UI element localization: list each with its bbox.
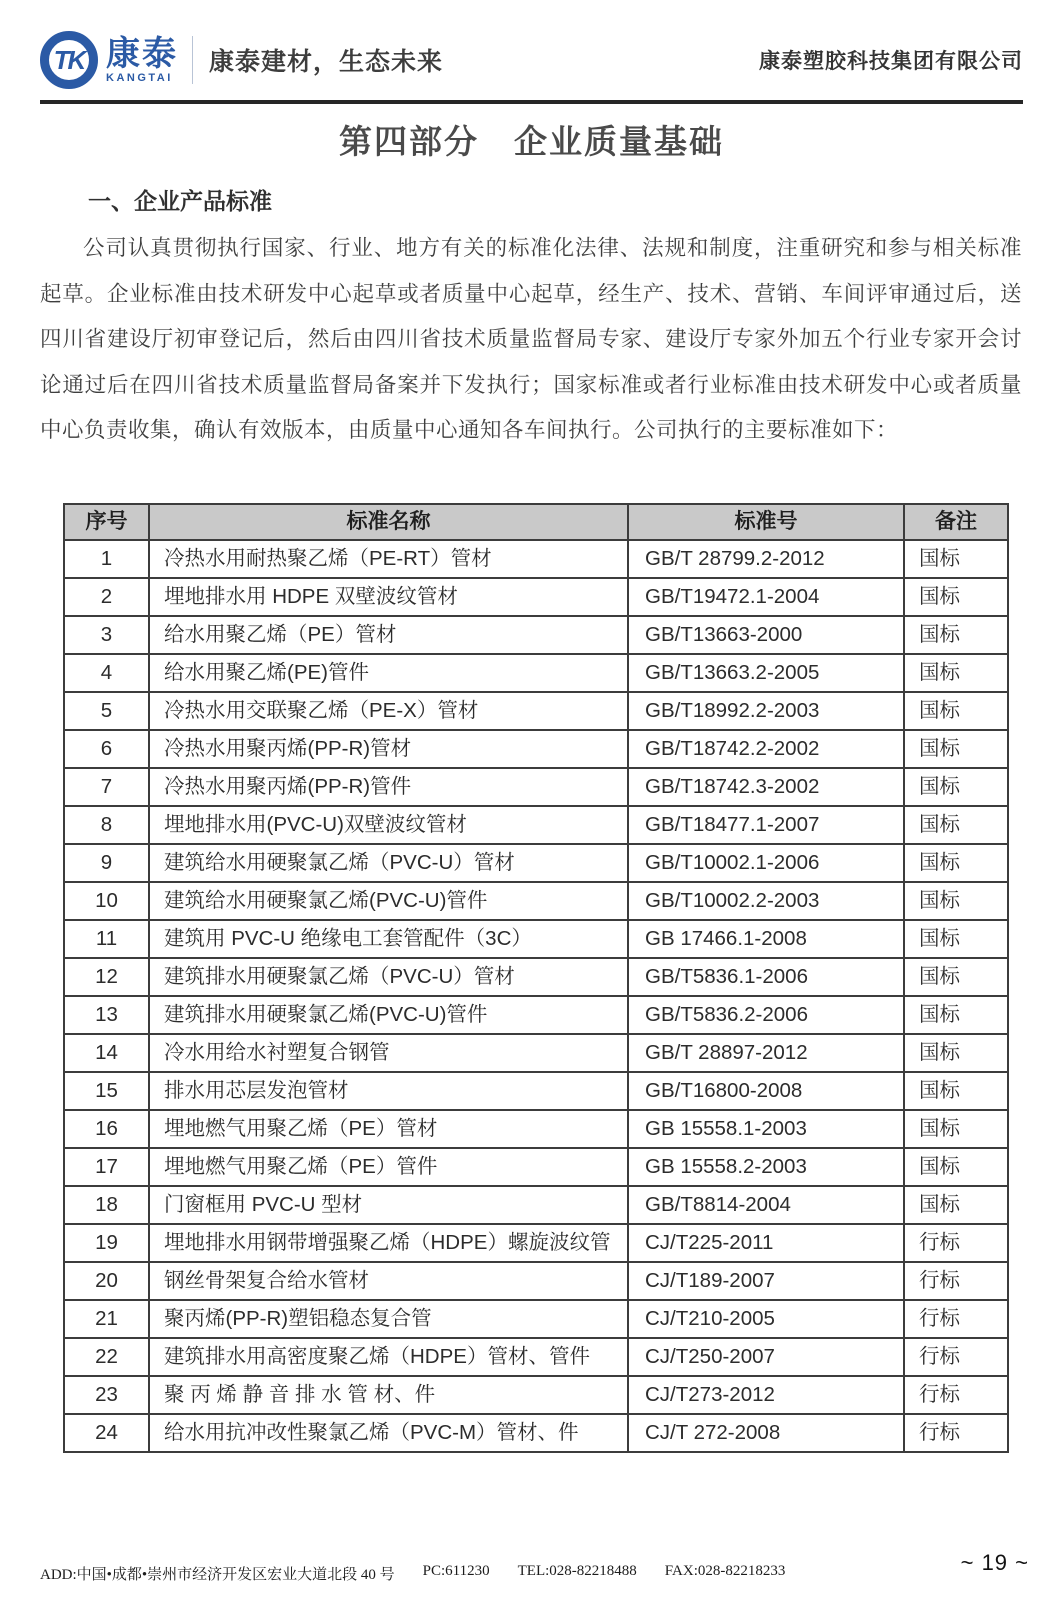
row-number: 5 [64, 692, 149, 730]
table-row [64, 920, 1008, 958]
row-number: 2 [64, 578, 149, 616]
standard-code: GB/T18992.2-2003 [628, 692, 904, 730]
table-row [64, 1072, 1008, 1110]
standard-name: 建筑给水用硬聚氯乙烯(PVC-U)管件 [149, 882, 628, 920]
row-number: 20 [64, 1262, 149, 1300]
row-number: 4 [64, 654, 149, 692]
standard-code: GB/T18742.3-2002 [628, 768, 904, 806]
table-header-row [64, 504, 1008, 540]
standard-note: 国标 [904, 920, 1008, 958]
table-body [64, 540, 1008, 1452]
standard-code: GB/T10002.2-2003 [628, 882, 904, 920]
standard-code: GB/T 28799.2-2012 [628, 540, 904, 578]
row-number: 23 [64, 1376, 149, 1414]
logo-name-cn: 康泰 [106, 34, 178, 73]
table-row [64, 958, 1008, 996]
table-row [64, 1034, 1008, 1072]
column-header-0: 序号 [64, 504, 149, 540]
standard-code: GB/T18742.2-2002 [628, 730, 904, 768]
standard-code: GB/T13663.2-2005 [628, 654, 904, 692]
column-header-1: 标准名称 [149, 504, 628, 540]
standard-note: 国标 [904, 1072, 1008, 1110]
standard-name: 冷热水用交联聚乙烯（PE-X）管材 [149, 692, 628, 730]
footer-telephone: TEL:028-82218488 [517, 1563, 637, 1579]
standard-code: GB/T8814-2004 [628, 1186, 904, 1224]
row-number: 13 [64, 996, 149, 1034]
standard-name: 埋地燃气用聚乙烯（PE）管材 [149, 1110, 628, 1148]
standards-table [63, 503, 1009, 1453]
standard-note: 国标 [904, 654, 1008, 692]
row-number: 22 [64, 1338, 149, 1376]
row-number: 7 [64, 768, 149, 806]
table-row [64, 1110, 1008, 1148]
table-row [64, 996, 1008, 1034]
kangtai-logo [40, 31, 178, 89]
table-row [64, 1186, 1008, 1224]
standard-name: 冷水用给水衬塑复合钢管 [149, 1034, 628, 1072]
table-row [64, 730, 1008, 768]
standard-note: 国标 [904, 958, 1008, 996]
row-number: 21 [64, 1300, 149, 1338]
kangtai-logo-icon [40, 31, 98, 89]
footer-postcode: PC:611230 [422, 1563, 490, 1579]
table-row [64, 1262, 1008, 1300]
standard-note: 国标 [904, 1148, 1008, 1186]
row-number: 19 [64, 1224, 149, 1262]
table-row [64, 1338, 1008, 1376]
table-row [64, 882, 1008, 920]
logo-tk-monogram: TK [53, 44, 85, 75]
standard-code: CJ/T225-2011 [628, 1224, 904, 1262]
standard-code: GB/T18477.1-2007 [628, 806, 904, 844]
standard-code: GB/T 28897-2012 [628, 1034, 904, 1072]
table-row [64, 1300, 1008, 1338]
footer-contact-info [40, 1563, 785, 1584]
column-header-3: 备注 [904, 504, 1008, 540]
standard-name: 聚 丙 烯 静 音 排 水 管 材、件 [149, 1376, 628, 1414]
standard-name: 排水用芯层发泡管材 [149, 1072, 628, 1110]
company-slogan: 康泰建材，生态未来 [209, 48, 444, 76]
row-number: 16 [64, 1110, 149, 1148]
standard-code: GB/T5836.2-2006 [628, 996, 904, 1034]
section-heading: 一、企业产品标准 [88, 188, 272, 214]
standard-note: 行标 [904, 1224, 1008, 1262]
standard-name: 埋地排水用钢带增强聚乙烯（HDPE）螺旋波纹管 [149, 1224, 628, 1262]
body-paragraph: 公司认真贯彻执行国家、行业、地方有关的标准化法律、法规和制度，注重研究和参与相关标准起草。企业标准由技术研发中心起草或者质量中心起草，经生产、技术、营销、车间评审通过后，送四川省建设厅初审登记后，然后由四川省技术质量监督局专家、建设厅专家外加五个行业专家开会讨论通过后在四川省技术质量监督局备案并下发执行；国家标准或者行业标准由技术研发中心或者质量中心负责收集，确认有效版本，由质量中心通知各车间执行。公司执行的主要标准如下： [40, 236, 1022, 442]
standard-note: 国标 [904, 540, 1008, 578]
footer-address: ADD:中国•成都•崇州市经济开发区宏业大道北段 40 号 [40, 1567, 395, 1583]
standard-note: 行标 [904, 1300, 1008, 1338]
standard-code: CJ/T 272-2008 [628, 1414, 904, 1452]
standard-note: 行标 [904, 1414, 1008, 1452]
standard-code: GB 17466.1-2008 [628, 920, 904, 958]
standard-note: 国标 [904, 692, 1008, 730]
table-row [64, 692, 1008, 730]
standard-code: GB 15558.2-2003 [628, 1148, 904, 1186]
row-number: 18 [64, 1186, 149, 1224]
standard-code: GB/T5836.1-2006 [628, 958, 904, 996]
footer-fax: FAX:028-82218233 [664, 1563, 786, 1579]
standard-note: 国标 [904, 616, 1008, 654]
row-number: 14 [64, 1034, 149, 1072]
standard-name: 建筑给水用硬聚氯乙烯（PVC-U）管材 [149, 844, 628, 882]
standard-note: 国标 [904, 1186, 1008, 1224]
page-header [40, 20, 1023, 104]
standard-note: 国标 [904, 1034, 1008, 1072]
table-row [64, 1376, 1008, 1414]
standard-code: CJ/T250-2007 [628, 1338, 904, 1376]
standard-note: 行标 [904, 1338, 1008, 1376]
table-row [64, 578, 1008, 616]
row-number: 3 [64, 616, 149, 654]
standard-code: CJ/T273-2012 [628, 1376, 904, 1414]
company-name: 康泰塑胶科技集团有限公司 [759, 50, 1023, 73]
column-header-2: 标准号 [628, 504, 904, 540]
logo-name-en: KANGTAI [106, 71, 173, 84]
logo-divider [192, 36, 193, 84]
page-title: 第四部分 企业质量基础 [339, 123, 724, 160]
standard-name: 建筑排水用硬聚氯乙烯（PVC-U）管材 [149, 958, 628, 996]
table-row [64, 1224, 1008, 1262]
row-number: 6 [64, 730, 149, 768]
standard-name: 给水用抗冲改性聚氯乙烯（PVC-M）管材、件 [149, 1414, 628, 1452]
standard-code: GB 15558.1-2003 [628, 1110, 904, 1148]
standard-code: GB/T10002.1-2006 [628, 844, 904, 882]
standard-name: 冷热水用聚丙烯(PP-R)管件 [149, 768, 628, 806]
standard-name: 门窗框用 PVC-U 型材 [149, 1186, 628, 1224]
standard-name: 建筑排水用硬聚氯乙烯(PVC-U)管件 [149, 996, 628, 1034]
standard-note: 行标 [904, 1262, 1008, 1300]
standard-note: 国标 [904, 730, 1008, 768]
standard-name: 给水用聚乙烯（PE）管材 [149, 616, 628, 654]
standard-note: 国标 [904, 844, 1008, 882]
row-number: 1 [64, 540, 149, 578]
standard-note: 国标 [904, 996, 1008, 1034]
standard-name: 聚丙烯(PP-R)塑铝稳态复合管 [149, 1300, 628, 1338]
table-row [64, 654, 1008, 692]
table-head [64, 504, 1008, 540]
standard-note: 国标 [904, 882, 1008, 920]
row-number: 10 [64, 882, 149, 920]
row-number: 24 [64, 1414, 149, 1452]
standard-name: 冷热水用聚丙烯(PP-R)管材 [149, 730, 628, 768]
page-footer [40, 1550, 1029, 1584]
standard-name: 建筑排水用高密度聚乙烯（HDPE）管材、管件 [149, 1338, 628, 1376]
standard-note: 国标 [904, 806, 1008, 844]
row-number: 12 [64, 958, 149, 996]
table-row [64, 616, 1008, 654]
standard-note: 国标 [904, 578, 1008, 616]
row-number: 17 [64, 1148, 149, 1186]
standard-name: 建筑用 PVC-U 绝缘电工套管配件（3C） [149, 920, 628, 958]
row-number: 9 [64, 844, 149, 882]
logo-text [106, 34, 178, 84]
table-row [64, 844, 1008, 882]
standard-name: 埋地排水用 HDPE 双壁波纹管材 [149, 578, 628, 616]
standard-note: 国标 [904, 1110, 1008, 1148]
standard-code: GB/T13663-2000 [628, 616, 904, 654]
standard-name: 埋地燃气用聚乙烯（PE）管件 [149, 1148, 628, 1186]
standard-note: 行标 [904, 1376, 1008, 1414]
row-number: 11 [64, 920, 149, 958]
table-row [64, 540, 1008, 578]
standard-note: 国标 [904, 768, 1008, 806]
page-number: ~ 19 ~ [960, 1550, 1029, 1575]
standard-code: CJ/T189-2007 [628, 1262, 904, 1300]
standard-name: 给水用聚乙烯(PE)管件 [149, 654, 628, 692]
table-row [64, 1414, 1008, 1452]
table-row [64, 1148, 1008, 1186]
row-number: 15 [64, 1072, 149, 1110]
standard-code: CJ/T210-2005 [628, 1300, 904, 1338]
table-row [64, 768, 1008, 806]
row-number: 8 [64, 806, 149, 844]
standard-code: GB/T19472.1-2004 [628, 578, 904, 616]
standard-name: 埋地排水用(PVC-U)双壁波纹管材 [149, 806, 628, 844]
table-row [64, 806, 1008, 844]
standard-code: GB/T16800-2008 [628, 1072, 904, 1110]
standard-name: 冷热水用耐热聚乙烯（PE-RT）管材 [149, 540, 628, 578]
standard-name: 钢丝骨架复合给水管材 [149, 1262, 628, 1300]
